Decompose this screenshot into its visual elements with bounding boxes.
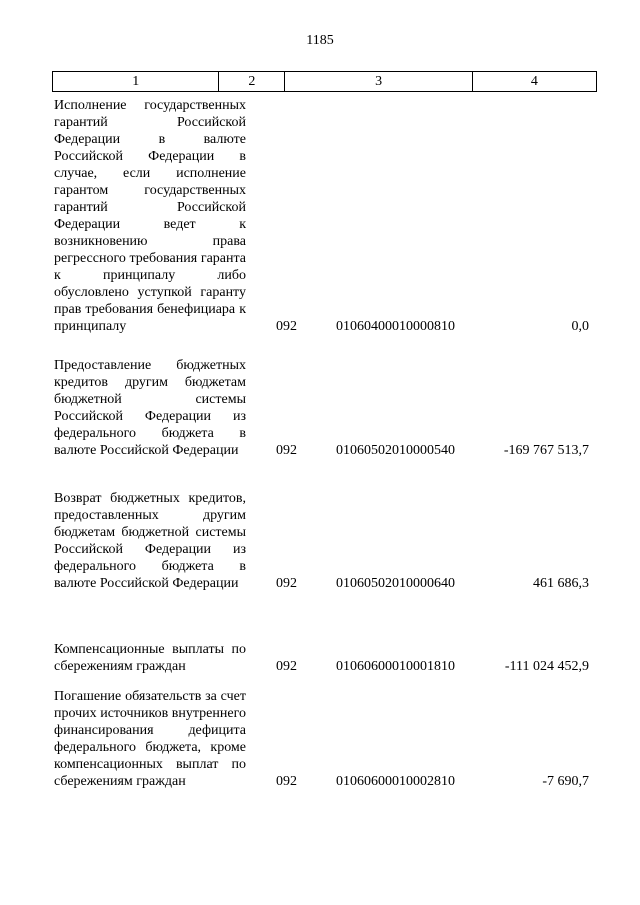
table-row bbox=[54, 490, 595, 592]
row-admin-code: 092 bbox=[276, 576, 297, 591]
row-value: -169 767 513,7 bbox=[503, 443, 589, 458]
row-budget-code: 01060600010001810 bbox=[336, 659, 455, 674]
table-header bbox=[52, 71, 597, 92]
row-description: Предоставление бюджетных кредитов другим бюджетам бюджетной системы Российской Федерации из федерального бюджета в валюте Российской Федерации bbox=[54, 358, 246, 458]
row-admin-code: 092 bbox=[276, 659, 297, 674]
row-description: Погашение обязательств за счет прочих источников внутреннего финансирования дефицита федерального бюджета, кроме компенсационных выплат по сбережениям граждан bbox=[54, 689, 246, 789]
row-value: 461 686,3 bbox=[533, 576, 589, 591]
table-row bbox=[54, 97, 595, 335]
row-value: 0,0 bbox=[571, 319, 589, 334]
row-budget-code: 01060502010000640 bbox=[336, 576, 455, 591]
row-description: Возврат бюджетных кредитов, предоставленных другим бюджетам бюджетной системы Российской Федерации из федерального бюджета в валюте Российской Федерации bbox=[54, 491, 246, 591]
table-row bbox=[54, 641, 595, 675]
row-budget-code: 01060600010002810 bbox=[336, 774, 455, 789]
row-value: -111 024 452,9 bbox=[504, 659, 589, 674]
row-admin-code: 092 bbox=[276, 319, 297, 334]
row-budget-code: 01060502010000540 bbox=[336, 443, 455, 458]
row-value: -7 690,7 bbox=[542, 774, 589, 789]
page-number: 1185 bbox=[306, 33, 334, 48]
header-col-3: 3 bbox=[285, 72, 472, 91]
table-row bbox=[54, 688, 595, 790]
row-admin-code: 092 bbox=[276, 774, 297, 789]
table-row bbox=[54, 357, 595, 459]
row-description: Исполнение государственных гарантий Российской Федерации в валюте Российской Федерации в случае, если исполнение гарантом государственных гарантий Российской Федерации ведет к возникновению права регрессного требования гаранта к принципалу либо обусловлено уступкой гаранту прав требования бенефициара к принципалу bbox=[54, 98, 246, 334]
row-admin-code: 092 bbox=[276, 443, 297, 458]
row-budget-code: 01060400010000810 bbox=[336, 319, 455, 334]
header-col-4: 4 bbox=[530, 73, 538, 89]
header-col-1: 1 bbox=[53, 72, 219, 91]
row-description: Компенсационные выплаты по сбережениям граждан bbox=[54, 642, 246, 674]
header-col-2: 2 bbox=[219, 72, 285, 91]
